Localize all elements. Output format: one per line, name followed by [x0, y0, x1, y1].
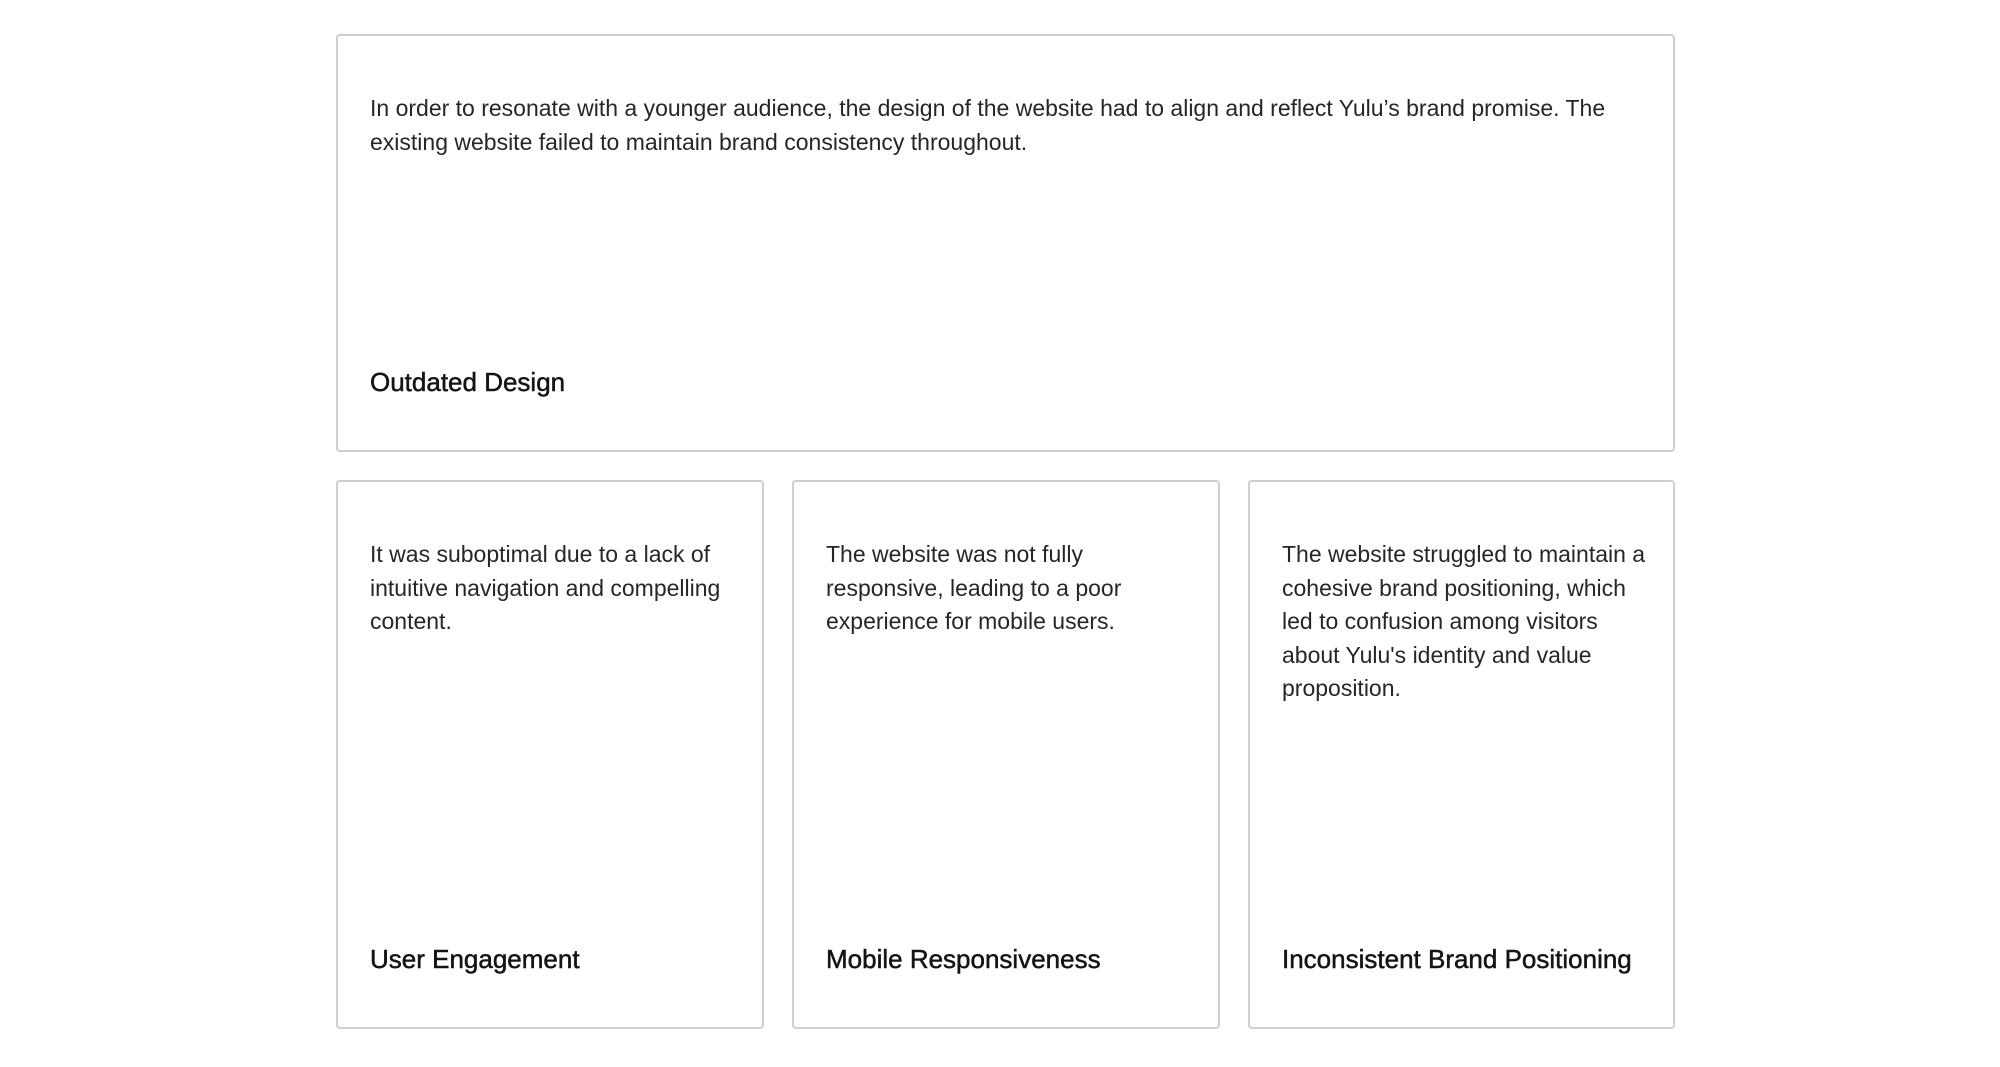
- card-mobile-responsiveness: [792, 480, 1220, 1029]
- card-description: In order to resonate with a younger audience, the design of the website had to align and reflect Yulu’s brand promise. The existing website failed to maintain brand consistency throughout.: [370, 95, 1606, 155]
- card-title: User Engagement: [370, 944, 580, 974]
- card-inconsistent-brand-positioning: [1248, 480, 1675, 1029]
- card-title: Outdated Design: [370, 367, 566, 397]
- card-outdated-design: [336, 34, 1675, 452]
- card-title: Inconsistent Brand Positioning: [1282, 944, 1632, 974]
- card-description: The website was not fully responsive, leading to a poor experience for mobile users.: [826, 541, 1122, 634]
- card-user-engagement: [336, 480, 764, 1029]
- card-title: Mobile Responsiveness: [826, 944, 1101, 974]
- card-description: The website struggled to maintain a cohesive brand positioning, which led to confusion among visitors about Yulu's identity and value proposition.: [1282, 541, 1646, 701]
- card-description: It was suboptimal due to a lack of intuitive navigation and compelling content.: [370, 541, 721, 634]
